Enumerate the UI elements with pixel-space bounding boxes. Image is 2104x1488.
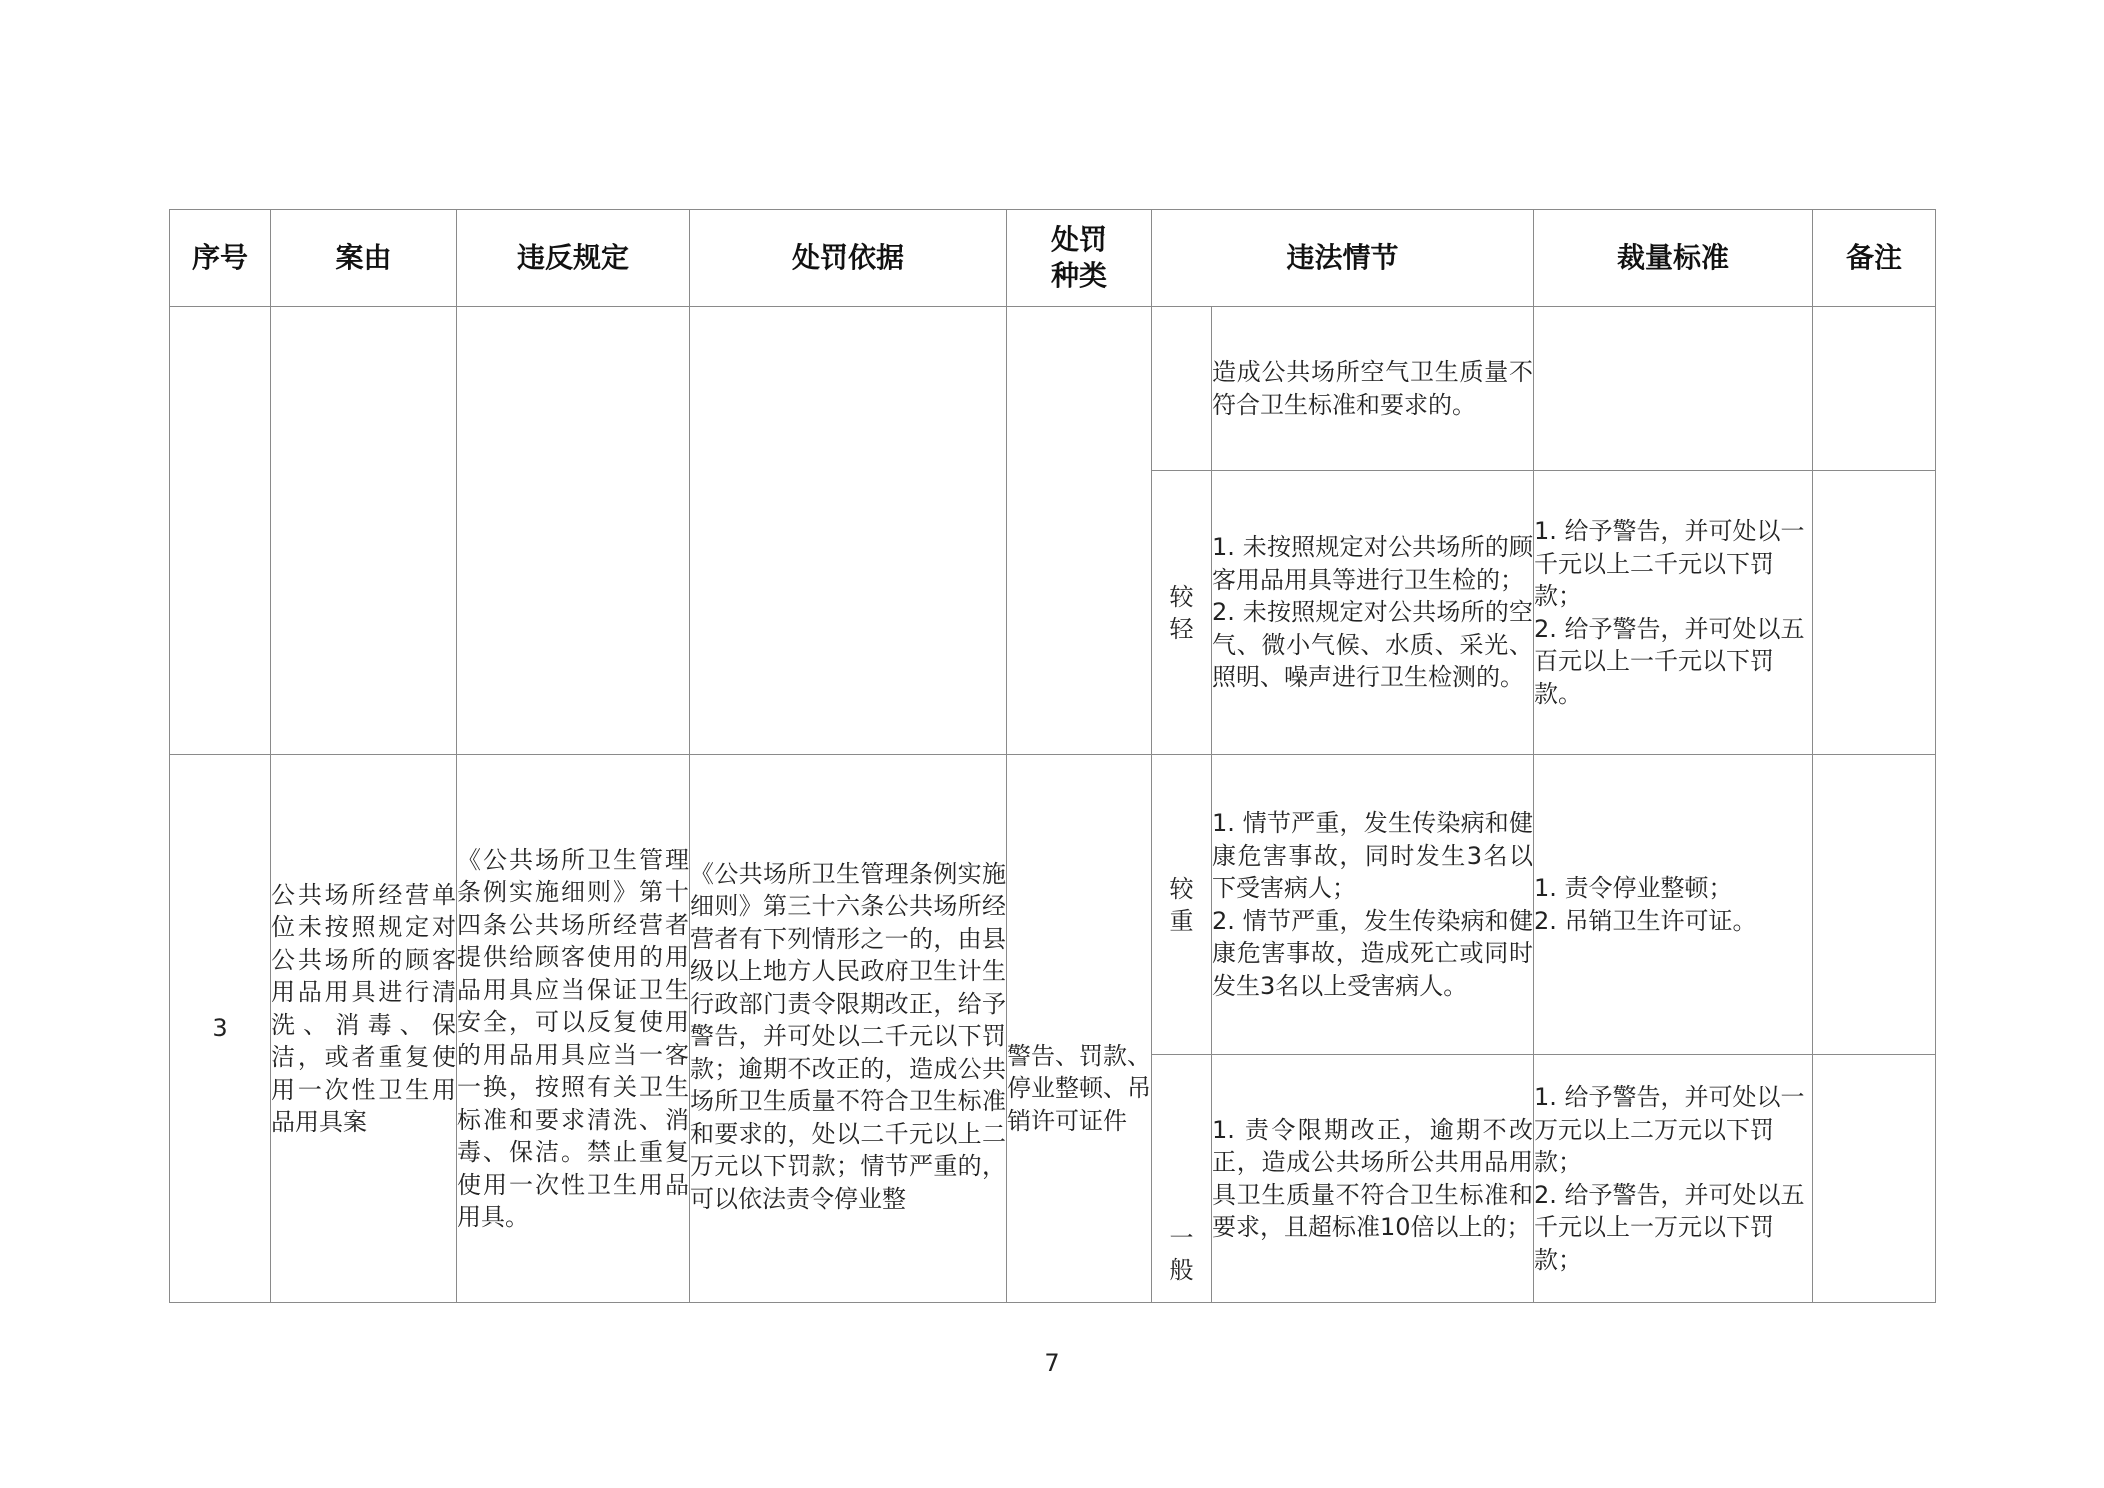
remarks-cell [1813, 471, 1936, 755]
remarks-cell [1813, 307, 1936, 471]
situation-cell: 1. 责令限期改正，逾期不改正，造成公共场所公共用品用具卫生质量不符合卫生标准和要求，且超标准10倍以上的； [1212, 1055, 1534, 1303]
header-remarks: 备注 [1813, 210, 1936, 307]
remarks-cell [1813, 1055, 1936, 1303]
situation-cell: 1. 未按照规定对公共场所的顾客用品用具等进行卫生检的； 2. 未按照规定对公共场所的空气、微小气候、水质、采光、照明、噪声进行卫生检测的。 [1212, 471, 1534, 755]
page-number: 7 [1044, 1349, 1060, 1377]
header-case-cause: 案由 [271, 210, 457, 307]
header-penalty-type: 处罚 种类 [1007, 210, 1152, 307]
level-cell: 一 般 [1152, 1055, 1212, 1303]
standard-cell: 1. 责令停业整顿； 2. 吊销卫生许可证。 [1534, 755, 1813, 1055]
penalty-discretion-table [169, 209, 1936, 1303]
level-cell: 较 轻 [1152, 471, 1212, 755]
index-cell-continued [170, 307, 271, 755]
standard-cell: 1. 给予警告，并可处以一万元以上二万元以下罚款； 2. 给予警告，并可处以五千元以上一万元以下罚款； [1534, 1055, 1813, 1303]
situation-cell: 造成公共场所空气卫生质量不符合卫生标准和要求的。 [1212, 307, 1534, 471]
regulation-cell-continued [457, 307, 690, 755]
case-regulation: 《公共场所卫生管理条例实施细则》第十四条公共场所经营者提供给顾客使用的用品用具应当保证卫生安全，可以反复使用的用品用具应当一客一换，按照有关卫生标准和要求清洗、消毒、保洁。禁止重复使用一次性卫生用品用具。 [457, 755, 690, 1303]
header-violation-circumstances: 违法情节 [1152, 210, 1534, 307]
standard-cell: 1. 给予警告，并可处以一千元以上二千元以下罚款； 2. 给予警告，并可处以五百元以上一千元以下罚款。 [1534, 471, 1813, 755]
table-row [170, 307, 1936, 471]
header-penalty-basis: 处罚依据 [690, 210, 1007, 307]
case-cause: 公共场所经营单位未按照规定对公共场所的顾客用品用具进行清洗、消毒、保洁，或者重复使用一次性卫生用品用具案 [271, 755, 457, 1303]
penalty-type-cell-continued [1007, 307, 1152, 755]
cause-cell-continued [271, 307, 457, 755]
header-row [170, 210, 1936, 307]
standard-cell [1534, 307, 1813, 471]
remarks-cell [1813, 755, 1936, 1055]
table-row [170, 755, 1936, 1055]
header-violated-provision: 违反规定 [457, 210, 690, 307]
case-penalty-type: 警告、罚款、停业整顿、吊销许可证件 [1007, 755, 1152, 1303]
level-cell [1152, 307, 1212, 471]
header-discretion-standard: 裁量标准 [1534, 210, 1813, 307]
case-number: 3 [170, 755, 271, 1303]
case-basis: 《公共场所卫生管理条例实施细则》第三十六条公共场所经营者有下列情形之一的，由县级以上地方人民政府卫生计生行政部门责令限期改正，给予警告，并可处以二千元以下罚款；逾期不改正的，造成公共场所卫生质量不符合卫生标准和要求的，处以二千元以上二万元以下罚款；情节严重的，可以依法责令停业整 [690, 755, 1007, 1303]
level-cell: 较 重 [1152, 755, 1212, 1055]
situation-cell: 1. 情节严重，发生传染病和健康危害事故，同时发生3名以下受害病人； 2. 情节严重，发生传染病和健康危害事故，造成死亡或同时发生3名以上受害病人。 [1212, 755, 1534, 1055]
basis-cell-continued [690, 307, 1007, 755]
header-index: 序号 [170, 210, 271, 307]
